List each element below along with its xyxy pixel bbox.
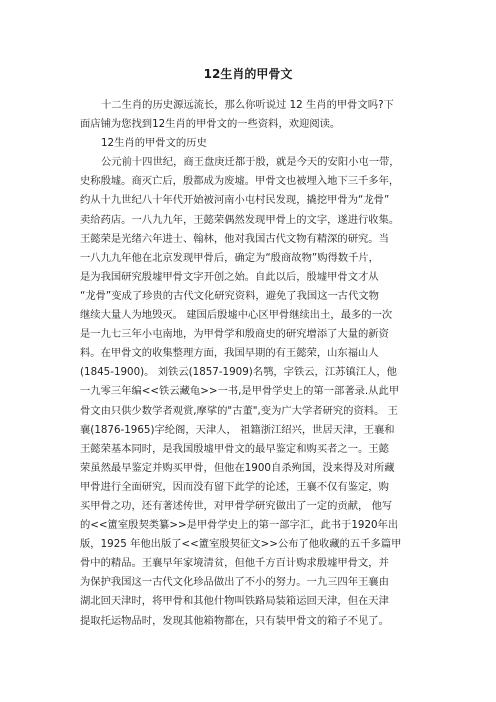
text-line: 提取托运物品时，发现其他箱物都在，只有装甲骨文的箱子不见了。 [80, 614, 389, 627]
text-line: 是一九七三年小屯南地，为甲骨学和殷商史的研究增添了大量的新资 [80, 328, 389, 341]
text-line: “龙骨”变成了珍贵的古代文化研究资料，避免了我国这一古代文物 [80, 289, 379, 302]
document-body [80, 96, 420, 631]
text-line: 面店铺为您找到12生肖的甲骨文的一些资料，欢迎阅读。 [80, 118, 341, 131]
text-line: 骨中的精品。王襄早年家境清贫，但他千方百计购求殷墟甲骨文，并 [80, 557, 389, 570]
text-line: 荣虽然最早鉴定并购买甲骨，但他在1900自杀殉国，没来得及对所藏 [80, 461, 395, 474]
text-line: 一九零三年编<<铁云藏龟>>一书,是甲骨学史上的第一部著录.从此甲 [80, 385, 400, 398]
text-line: 骨文由只供少数学者观赏,摩挲的"古董",变为广大学者研究的资料。 王 [80, 404, 398, 417]
text-line: 公元前十四世纪，商王盘庚迁都于殷，就是今天的安阳小屯一带， [101, 156, 400, 169]
text-line: (1845-1900)。 刘铁云(1857-1909)名鹗，字铁云，江苏镇江人，他 [80, 366, 397, 379]
text-line: 继续大量人为地毁灭。 建国后殷墟中心区甲骨继续出土，最多的一次 [80, 309, 393, 322]
text-line: 买甲骨之功，还有著述传世，对甲骨学研究做出了一定的贡献， 他写 [80, 499, 393, 512]
text-line: 是为我国研究殷墟甲骨文字开创之始。自此以后，殷墟甲骨文才从 [80, 270, 379, 283]
text-line: 12生肖的甲骨文的历史 [101, 137, 207, 150]
text-line: 史称殷墟。商灭亡后，殷都成为废墟。甲骨文也被埋入地下三千多年， [80, 175, 400, 188]
text-line: 的<<簠室殷契类纂>>是甲骨学史上的第一部字汇，此书于1920年出 [80, 519, 399, 532]
text-line: 湖北回天津时，将甲骨和其他什物叫铁路局装箱运回天津，但在天津 [80, 595, 389, 608]
text-line: 为保护我国这一古代文化珍品做出了不小的努力。一九三四年王襄由 [80, 576, 389, 589]
text-line: 料。在甲骨文的收集整理方面，我国早期的有王懿荣，山东福山人 [80, 347, 379, 360]
text-line: 甲骨进行全面研究，因而没有留下此学的论述，王襄不仅有鉴定，购 [80, 480, 389, 493]
text-line: 十二生肖的历史源远流长，那么你听说过 12 生肖的甲骨文吗?下 [101, 99, 394, 111]
text-line: 王懿荣基本同时，是我国殷墟甲骨文的最早鉴定和购买者之一。王懿 [80, 442, 389, 455]
text-line: 一八九九年他在北京发现甲骨后，确定为“殷商故物”购得数千片， [80, 251, 379, 264]
text-line: 卖给药店。一八九九年，王懿荣偶然发现甲骨上的文字，遂进行收集。 [80, 213, 400, 226]
text-line: 王懿荣是光绪六年进士、翰林，他对我国古代文物有精深的研究。当 [80, 232, 389, 245]
page-title: 12生肖的甲骨文 [203, 67, 293, 81]
text-line: 版，1925 年他出版了<<簠室殷契征文>>公布了他收藏的五千多篇甲 [80, 538, 402, 551]
text-line: 襄(1876-1965)字纶阁，天津人， 祖籍浙江绍兴，世居天津，王襄和 [80, 423, 395, 436]
text-line: 约从十九世纪八十年代开始被河南小屯村民发现，撬挖甲骨为“龙骨” [80, 194, 390, 207]
